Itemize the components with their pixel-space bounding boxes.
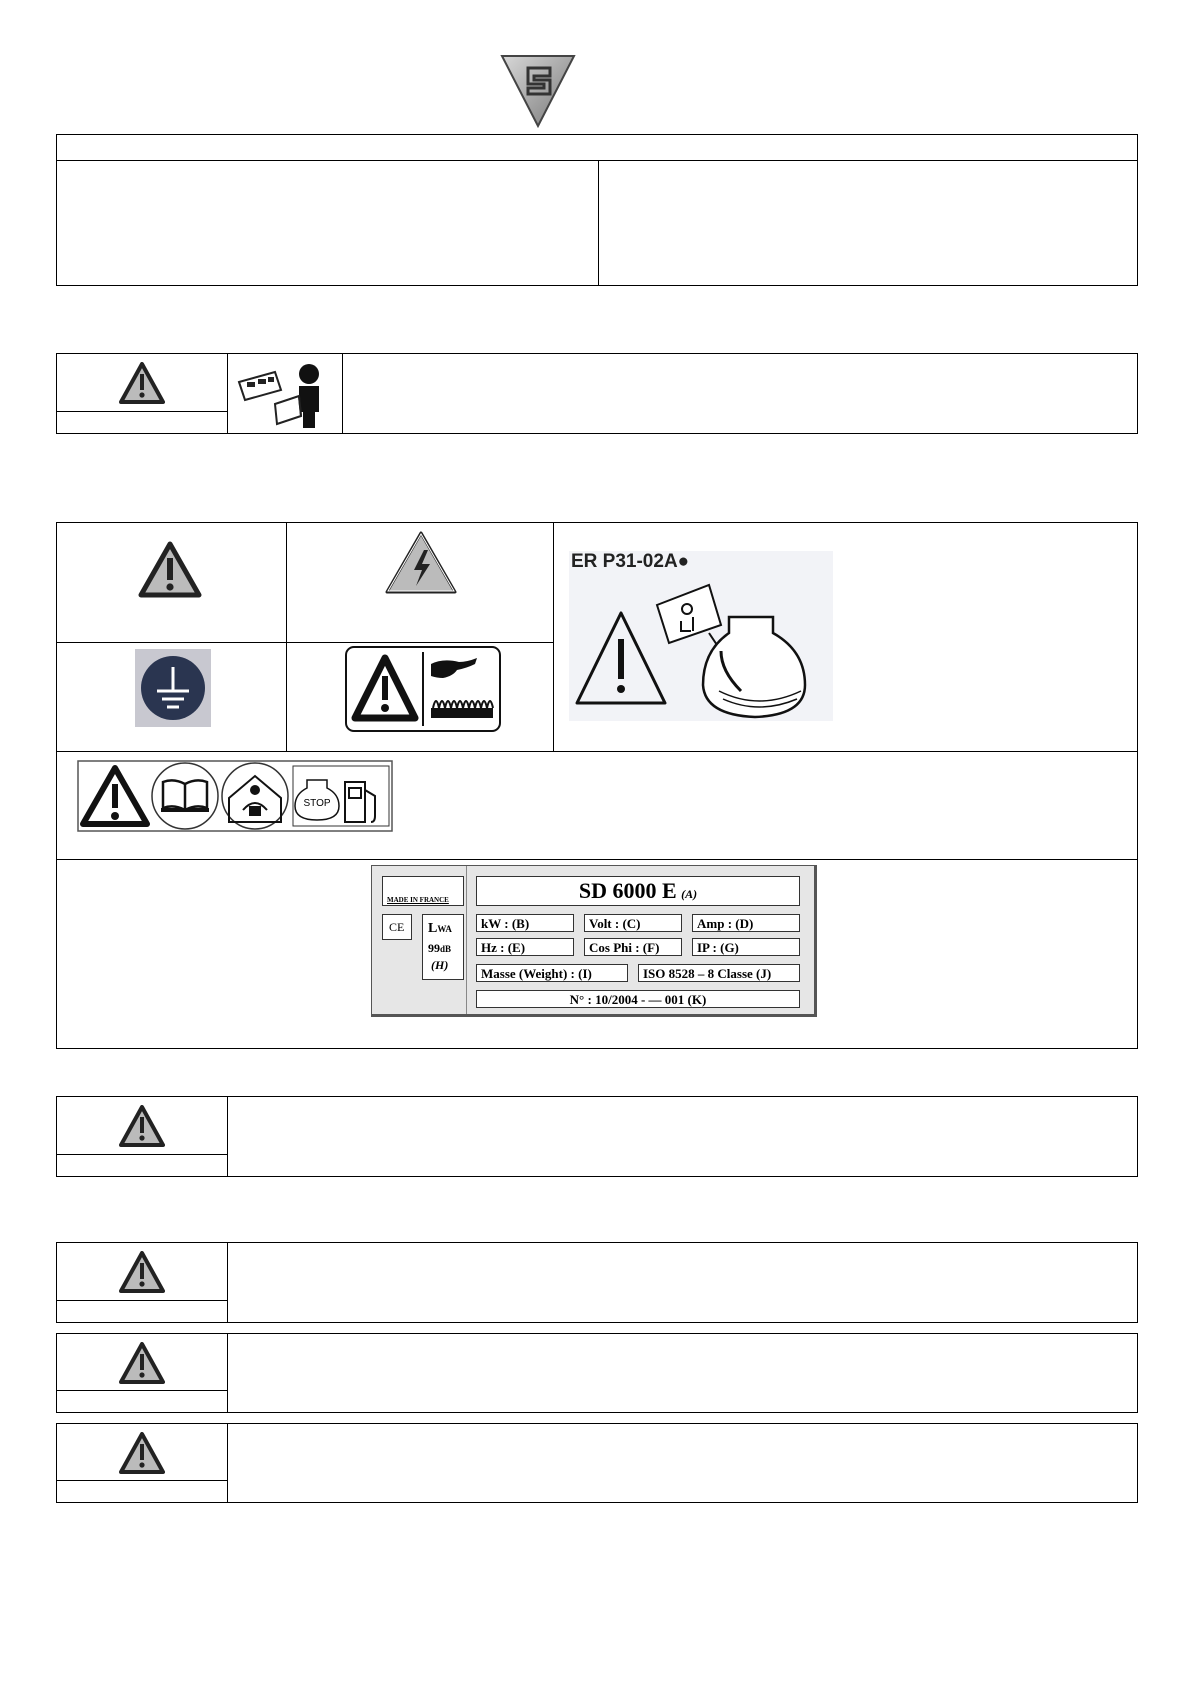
cosphi-field: Cos Phi : (F) [589, 940, 660, 955]
lwa-sub: WA [437, 924, 452, 934]
hz-field: Hz : (E) [481, 940, 526, 955]
svg-text:STOP: STOP [303, 798, 331, 809]
safety-pictogram-strip [77, 760, 393, 832]
sound-power-box [422, 914, 464, 980]
model-box [476, 876, 800, 906]
lwa-value: 99 [428, 941, 440, 955]
oil-level-warning-label [569, 551, 833, 721]
notice-box-operator [56, 353, 1138, 434]
made-in-france-text: MADE IN FRANCE [387, 896, 449, 904]
warning-triangle-icon [119, 1105, 165, 1147]
warning-box-1 [56, 1096, 1138, 1177]
general-warning-icon [138, 541, 202, 599]
amp-field: Amp : (D) [697, 916, 754, 931]
labels-table [56, 522, 1138, 1049]
iso-field: ISO 8528 – 8 Classe (J) [643, 966, 772, 981]
serial-field: N° : 10/2004 - — 001 (K) [569, 992, 707, 1007]
operator-reading-panel-pictogram [235, 360, 339, 430]
lwa-label: L [428, 921, 438, 936]
warning-triangle-icon [119, 1342, 165, 1384]
earth-ground-symbol [135, 649, 211, 727]
lwa-unit: dB [440, 944, 452, 954]
warning-triangle-icon [119, 362, 165, 404]
model-name: SD 6000 E [578, 878, 677, 903]
oil-label-code: ER P31-02A● [571, 551, 690, 572]
warning-box-3 [56, 1333, 1138, 1413]
warning-triangle-icon [119, 1432, 165, 1474]
company-logo [500, 54, 576, 130]
kw-field: kW : (B) [481, 916, 530, 931]
hot-surface-warning-label [345, 646, 501, 732]
lwa-ref: (H) [431, 958, 449, 972]
warning-box-4 [56, 1423, 1138, 1503]
warning-box-2 [56, 1242, 1138, 1323]
header-table [56, 134, 1138, 286]
mass-field: Masse (Weight) : (I) [481, 966, 592, 981]
high-voltage-warning-icon [384, 530, 458, 596]
volt-field: Volt : (C) [589, 916, 641, 931]
ce-mark: CE [389, 920, 405, 934]
rating-plate [371, 865, 817, 1017]
model-ref: (A) [681, 887, 698, 901]
ip-field: IP : (G) [697, 940, 739, 955]
warning-triangle-icon [119, 1251, 165, 1293]
